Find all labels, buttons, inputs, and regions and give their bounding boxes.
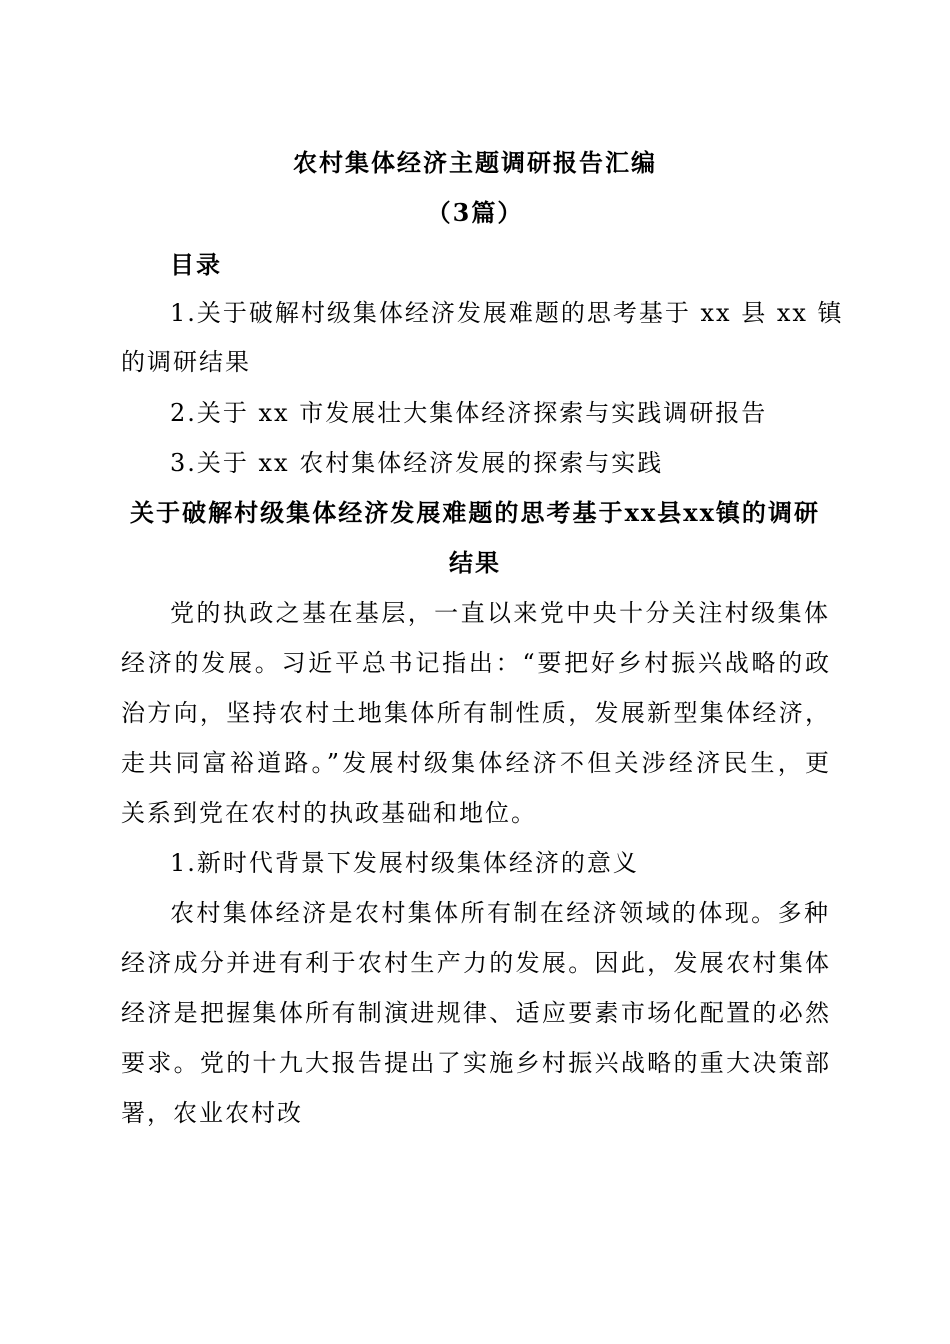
toc-item-1: 1.关于破解村级集体经济发展难题的思考基于 xx 县 xx 镇 (170, 299, 844, 327)
paragraph1-line4: 走共同富裕道路。”发展村级集体经济不但关涉经济民生，更 (121, 749, 831, 777)
paragraph1-line5: 关系到党在农村的执政基础和地位。 (121, 799, 537, 827)
paragraph1-line3: 治方向，坚持农村土地集体所有制性质，发展新型集体经济， (121, 699, 831, 727)
toc-item-1-cont: 的调研结果 (121, 348, 251, 376)
paragraph1-line2: 经济的发展。习近平总书记指出：“要把好乡村振兴战略的政 (121, 649, 831, 677)
article-title-line1: 关于破解村级集体经济发展难题的思考基于xx县xx镇的调研 (130, 498, 820, 527)
paragraph2-line5: 署，农业农村改 (121, 1099, 303, 1127)
section-heading: 1.新时代背景下发展村级集体经济的意义 (170, 849, 639, 877)
toc-item-2: 2.关于 xx 市发展壮大集体经济探索与实践调研报告 (170, 399, 768, 427)
paragraph2-line2: 经济成分并进有利于农村生产力的发展。因此，发展农村集体 (121, 949, 831, 977)
paragraph2-line3: 经济是把握集体所有制演进规律、适应要素市场化配置的必然 (121, 999, 831, 1027)
paragraph2-line4: 要求。党的十九大报告提出了实施乡村振兴战略的重大决策部 (121, 1049, 831, 1077)
toc-item-3: 3.关于 xx 农村集体经济发展的探索与实践 (170, 449, 664, 477)
article-title-line2: 结果 (449, 548, 501, 577)
paragraph1-line1: 党的执政之基在基层，一直以来党中央十分关注村级集体 (170, 599, 830, 627)
document-subtitle: （3篇） (426, 198, 524, 227)
toc-heading: 目录 (170, 250, 222, 279)
paragraph2-line1: 农村集体经济是农村集体所有制在经济领域的体现。多种 (170, 899, 830, 927)
document-title: 农村集体经济主题调研报告汇编 (293, 148, 657, 177)
